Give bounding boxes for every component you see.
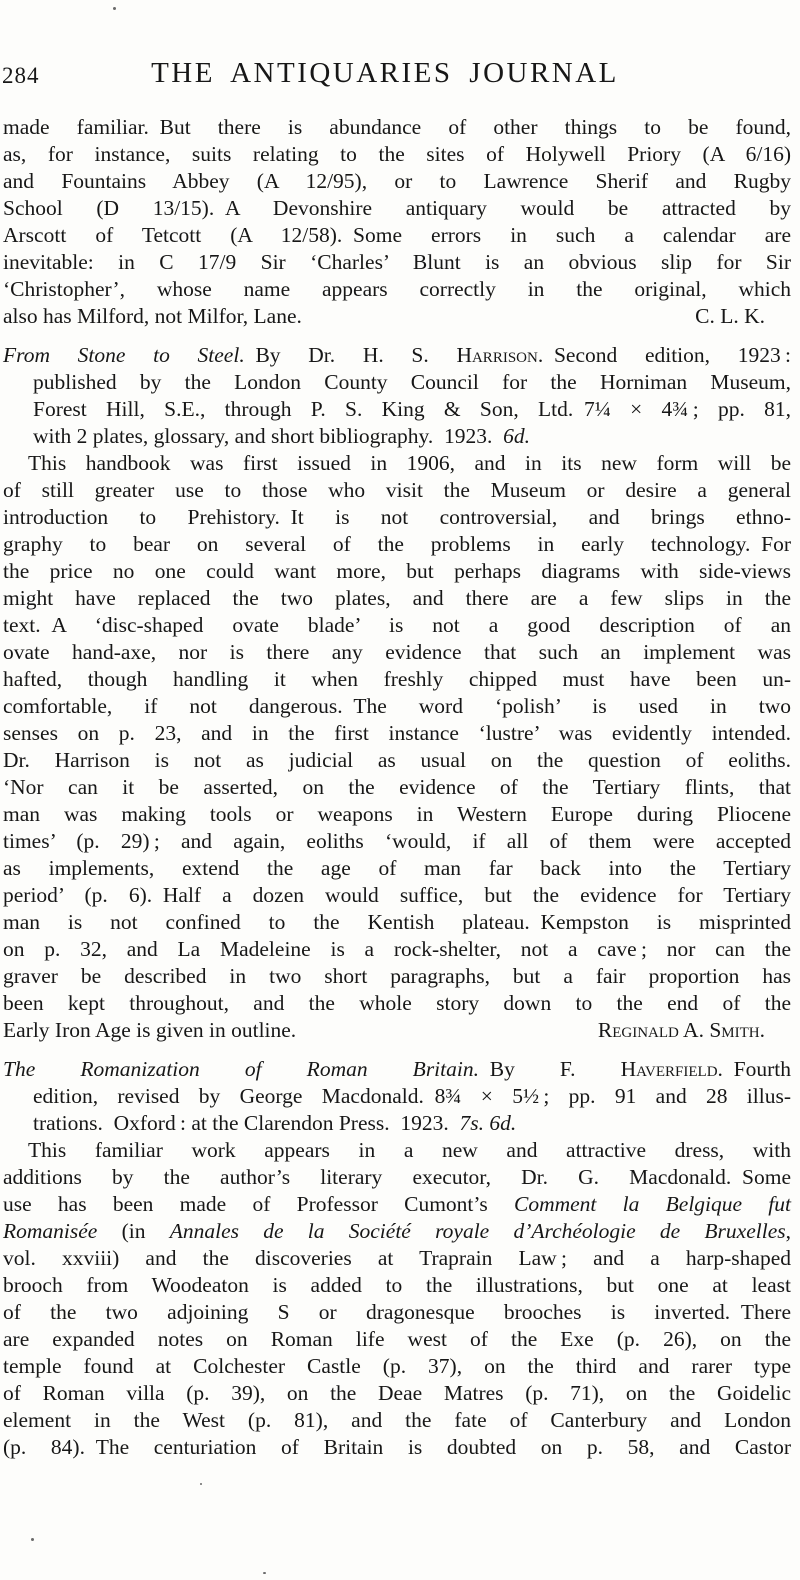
text-segment: made familiar. But there is abundance of other things to be found, xyxy=(3,115,791,139)
text-line xyxy=(3,1218,791,1245)
text-segment: the price no one could want more, but perhaps diagrams with side-views xyxy=(3,559,791,583)
text-line xyxy=(3,936,791,963)
text-segment: Annales de la Société royale d’Archéologie de Bruxelles xyxy=(169,1219,786,1243)
text-line xyxy=(3,303,791,330)
page-content xyxy=(3,114,791,1461)
text-line xyxy=(3,1137,791,1164)
text-line xyxy=(3,504,791,531)
text-segment: been kept throughout, and the whole story down to the end of the xyxy=(3,991,791,1015)
text-line xyxy=(3,963,791,990)
text-segment: vol. xxviii) and the discoveries at Traprain Law ; and a harp-shaped xyxy=(3,1246,791,1270)
text-segment: Romanisée xyxy=(3,1219,98,1243)
text-line xyxy=(3,1056,791,1083)
calendar-note-continuation xyxy=(3,114,791,330)
text-line xyxy=(3,1191,791,1218)
text-segment: By Dr. H. S. xyxy=(244,343,457,367)
text-line xyxy=(3,222,791,249)
journal-title: THE ANTIQUARIES JOURNAL xyxy=(151,57,619,89)
text-segment: also has Milford, not Milfor, Lane. xyxy=(3,304,302,328)
text-segment: Haverfield xyxy=(620,1057,718,1081)
text-line xyxy=(3,1017,791,1044)
text-line xyxy=(3,882,791,909)
text-segment: trations. Oxford : at the Clarendon Press. 1923. xyxy=(33,1111,460,1135)
text-line xyxy=(3,1299,791,1326)
text-segment: man was making tools or weapons in Western Europe during Pliocene xyxy=(3,802,791,826)
line-text xyxy=(3,303,302,330)
text-line xyxy=(3,531,791,558)
text-segment: Forest Hill, S.E., through P. S. King & Son, Ltd. 7¼ × 4¾ ; pp. 81, xyxy=(33,397,791,421)
text-line xyxy=(3,342,791,369)
text-segment: text. A ‘disc-shaped ovate blade’ is not a good description of an xyxy=(3,613,791,637)
text-line xyxy=(3,450,791,477)
text-segment: element in the West (p. 81), and the fate of Canterbury and London xyxy=(3,1408,791,1432)
text-line xyxy=(3,585,791,612)
text-segment: might have replaced the two plates, and there are a few slips in the xyxy=(3,586,791,610)
text-line xyxy=(3,477,791,504)
text-segment: . Fourth xyxy=(717,1057,792,1081)
text-segment: Arscott of Tetcott (A 12/58). Some errors in such a calendar are xyxy=(3,223,791,247)
text-segment: edition, revised by George Macdonald. 8¾ × 5½ ; pp. 91 and 28 illus- xyxy=(33,1084,791,1108)
text-segment: and Fountains Abbey (A 12/95), or to Lawrence Sherif and Rugby xyxy=(3,169,791,193)
text-line xyxy=(3,828,791,855)
line-text xyxy=(3,1017,296,1044)
text-line xyxy=(3,369,791,396)
text-segment: C. L. K. xyxy=(695,304,765,328)
text-line xyxy=(3,141,791,168)
text-segment: graver be described in two short paragraphs, but a fair proportion has xyxy=(3,964,791,988)
text-segment: of the two adjoining S or dragonesque brooches is inverted. There xyxy=(3,1300,791,1324)
text-line xyxy=(3,747,791,774)
text-segment: as, for instance, suits relating to the sites of Holywell Priory (A 6/16) xyxy=(3,142,791,166)
text-line xyxy=(3,195,791,222)
text-line xyxy=(3,249,791,276)
text-segment: . Second edition, 1923 : xyxy=(537,343,791,367)
text-segment: (p. 84). The centuriation of Britain is doubted on p. 58, and Castor xyxy=(3,1435,791,1459)
signature xyxy=(598,1017,791,1044)
text-line xyxy=(3,1407,791,1434)
text-segment: on p. 32, and La Madeleine is a rock-shelter, not a cave ; nor can the xyxy=(3,937,791,961)
text-line xyxy=(3,1326,791,1353)
text-segment: man is not confined to the Kentish plateau. Kempston is misprinted xyxy=(3,910,791,934)
text-segment: published by the London County Council for the Horniman Museum, xyxy=(33,370,791,394)
text-segment: are expanded notes on Roman life west of the Exe (p. 26), on the xyxy=(3,1327,791,1351)
text-segment: Harrison xyxy=(456,343,538,367)
text-segment: senses on p. 23, and in the first instance ‘lustre’ was evidently intended. xyxy=(3,721,791,745)
text-segment: of still greater use to those who visit the Museum or desire a general xyxy=(3,478,791,502)
text-segment: Reginald A. Smith. xyxy=(597,1018,765,1042)
text-line xyxy=(3,639,791,666)
text-line xyxy=(3,801,791,828)
text-segment: period’ (p. 6). Half a dozen would suffice, but the evidence for Tertiary xyxy=(3,883,791,907)
text-segment: additions by the author’s literary executor, Dr. G. Macdonald. Some xyxy=(3,1165,791,1189)
text-segment: inevitable: in C 17/9 Sir ‘Charles’ Blunt is an obvious slip for Sir xyxy=(3,250,791,274)
text-segment: (in xyxy=(97,1219,170,1243)
text-segment: The Romanization of Roman Britain. xyxy=(3,1057,479,1081)
text-line xyxy=(3,1164,791,1191)
text-segment: use has been made of Professor Cumont’s xyxy=(3,1192,514,1216)
text-line xyxy=(3,423,791,450)
text-line xyxy=(3,855,791,882)
text-segment: Comment la Belgique fut xyxy=(514,1192,792,1216)
text-segment: ‘Nor can it be asserted, on the evidence of the Tertiary flints, that xyxy=(3,775,791,799)
review-stone-to-steel-body xyxy=(3,450,791,1044)
review-romanization-body xyxy=(3,1137,791,1461)
signature xyxy=(695,303,791,330)
text-line xyxy=(3,1083,791,1110)
text-segment: as implements, extend the age of man far back into the Tertiary xyxy=(3,856,791,880)
text-segment: graphy to bear on several of the problems in early technology. For xyxy=(3,532,791,556)
text-segment: comfortable, if not dangerous. The word ‘polish’ is used in two xyxy=(3,694,791,718)
text-segment: School (D 13/15). A Devonshire antiquary would be attracted by xyxy=(3,196,791,220)
text-line xyxy=(3,276,791,303)
scan-speck xyxy=(113,7,116,10)
review-stone-to-steel-heading xyxy=(3,342,791,450)
text-line xyxy=(3,1272,791,1299)
text-line xyxy=(3,693,791,720)
text-line xyxy=(3,1353,791,1380)
text-segment: This familiar work appears in a new and attractive dress, with xyxy=(28,1138,791,1162)
text-segment: of Roman villa (p. 39), on the Deae Matres (p. 71), on the Goidelic xyxy=(3,1381,791,1405)
text-segment: times’ (p. 29) ; and again, eoliths ‘would, if all of them were accepted xyxy=(3,829,791,853)
text-segment: Dr. Harrison is not as judicial as usual on the question of eoliths. xyxy=(3,748,791,772)
text-segment: ‘Christopher’, whose name appears correctly in the original, which xyxy=(3,277,791,301)
page-header xyxy=(0,54,800,90)
text-line xyxy=(3,720,791,747)
text-line xyxy=(3,1434,791,1461)
text-line xyxy=(3,168,791,195)
text-line xyxy=(3,1110,791,1137)
page-number: 284 xyxy=(2,63,40,88)
text-line xyxy=(3,909,791,936)
text-segment: Early Iron Age is given in outline. xyxy=(3,1018,297,1042)
text-segment: with 2 plates, glossary, and short bibliography. 1923. xyxy=(33,424,504,448)
scan-speck xyxy=(31,1538,34,1541)
text-segment: ovate hand-axe, nor is there any evidence that such an implement was xyxy=(3,640,791,664)
text-segment: 6d. xyxy=(503,424,531,448)
text-segment: brooch from Woodeaton is added to the illustrations, but one at least xyxy=(3,1273,791,1297)
text-line xyxy=(3,774,791,801)
text-line xyxy=(3,612,791,639)
text-segment: , xyxy=(785,1219,791,1243)
scan-speck xyxy=(263,1572,266,1574)
text-line xyxy=(3,1380,791,1407)
text-segment: 7s. 6d. xyxy=(459,1111,517,1135)
text-line xyxy=(3,396,791,423)
review-romanization-heading xyxy=(3,1056,791,1137)
scan-speck xyxy=(200,1483,202,1485)
text-line xyxy=(3,114,791,141)
text-segment: From Stone to Steel. xyxy=(3,343,245,367)
text-line xyxy=(3,1245,791,1272)
text-segment: By F. xyxy=(478,1057,621,1081)
text-segment: hafted, though handling it when freshly chipped must have been un- xyxy=(3,667,791,691)
text-line xyxy=(3,666,791,693)
text-line xyxy=(3,990,791,1017)
text-segment: temple found at Colchester Castle (p. 37), on the third and rarer type xyxy=(3,1354,791,1378)
text-segment: introduction to Prehistory. It is not controversial, and brings ethno- xyxy=(3,505,791,529)
text-line xyxy=(3,558,791,585)
text-segment: This handbook was first issued in 1906, and in its new form will be xyxy=(28,451,791,475)
